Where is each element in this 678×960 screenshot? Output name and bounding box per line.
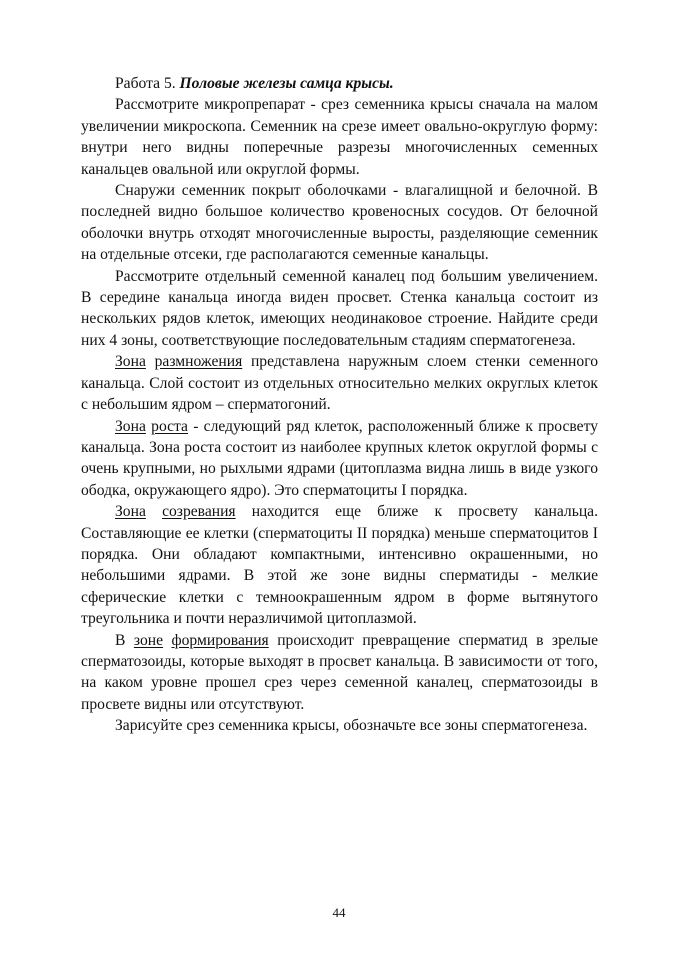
work-label: Работа 5. <box>115 75 176 92</box>
zone-name-reproduction: размножения <box>154 353 243 371</box>
page-number: 44 <box>332 905 346 920</box>
zone-word: зоне <box>133 631 164 649</box>
zone-name-maturation: созревания <box>162 503 236 521</box>
paragraph-3: Рассмотрите отдельный семенной каналец под большим увеличением. В середине канальца иногда виден просвет. Стенка канальца состоит из нескольких рядов клеток, имеющих неодинаковое строение. Найдите среди них 4 зоны, соответствующие последовательным стадиям сперматогенеза. <box>81 267 598 349</box>
paragraph-1: Рассмотрите микропрепарат - срез семенника крысы сначала на малом увеличении микроскопа. Семенник на срезе имеет овально-округлую форму: внутри него видны поперечные разрезы многочисленных семенных канальцев овальной или округлой формы. <box>81 96 598 178</box>
zone-word: Зона <box>115 353 146 371</box>
paragraph-8: Зарисуйте срез семенника крысы, обозначьте все зоны сперматогенеза. <box>115 717 588 735</box>
zone-word: Зона <box>115 503 146 521</box>
paragraph-5 <box>81 416 598 502</box>
work-heading <box>81 73 598 94</box>
page-content <box>81 73 598 737</box>
paragraph-7 <box>81 630 598 716</box>
paragraph-5-text: - следующий ряд клеток, расположенный ближе к просвету канальца. Зона роста состоит из наиболее крупных клеток округлой формы с очень крупными, но рыхлыми ядрами (цитоплазма видна лишь в виде узкого ободка, окружающего ядро). Это сперматоциты I порядка. <box>81 417 598 499</box>
paragraph-6 <box>81 501 598 629</box>
paragraph-2: Снаружи семенник покрыт оболочками - влагалищной и белочной. В последней видно большое количество кровеносных сосудов. От белочной оболочки внутрь отходят многочисленные выросты, разделяющие семенник на отдельные отсеки, где располагаются семенные канальцы. <box>81 182 598 264</box>
paragraph-4-text: представлена наружным слоем стенки семенного канальца. Слой состоит из отдельных относительно мелких округлых клеток с небольшим ядром – сперматогоний. <box>81 353 598 414</box>
paragraph-7-prefix: В <box>115 631 134 649</box>
zone-name-growth: роста <box>151 417 188 435</box>
work-title: Половые железы самца крысы. <box>179 75 394 92</box>
paragraph-7-text: происходит превращение сперматид в зрелые сперматозоиды, которые выходят в просвет канальца. В зависимости от того, на каком уровне прошел срез через семенной каналец, сперматозоиды в просвете видны или отсутствуют. <box>81 631 598 713</box>
paragraph-6-text: находится еще ближе к просвету канальца. Составляющие ее клетки (сперматоциты II порядка) меньше сперматоцитов I порядка. Они обладают компактными, интенсивно окрашенными, но небольшими ядрами. В этой же зоне видны сперматиды - мелкие сферические клетки с темноокрашенным ядром в форме вытянутого треугольника и почти неразличимой цитоплазмой. <box>81 503 598 628</box>
paragraph-4 <box>81 351 598 415</box>
zone-word: Зона <box>115 417 146 435</box>
zone-name-formation: формирования <box>171 631 269 649</box>
